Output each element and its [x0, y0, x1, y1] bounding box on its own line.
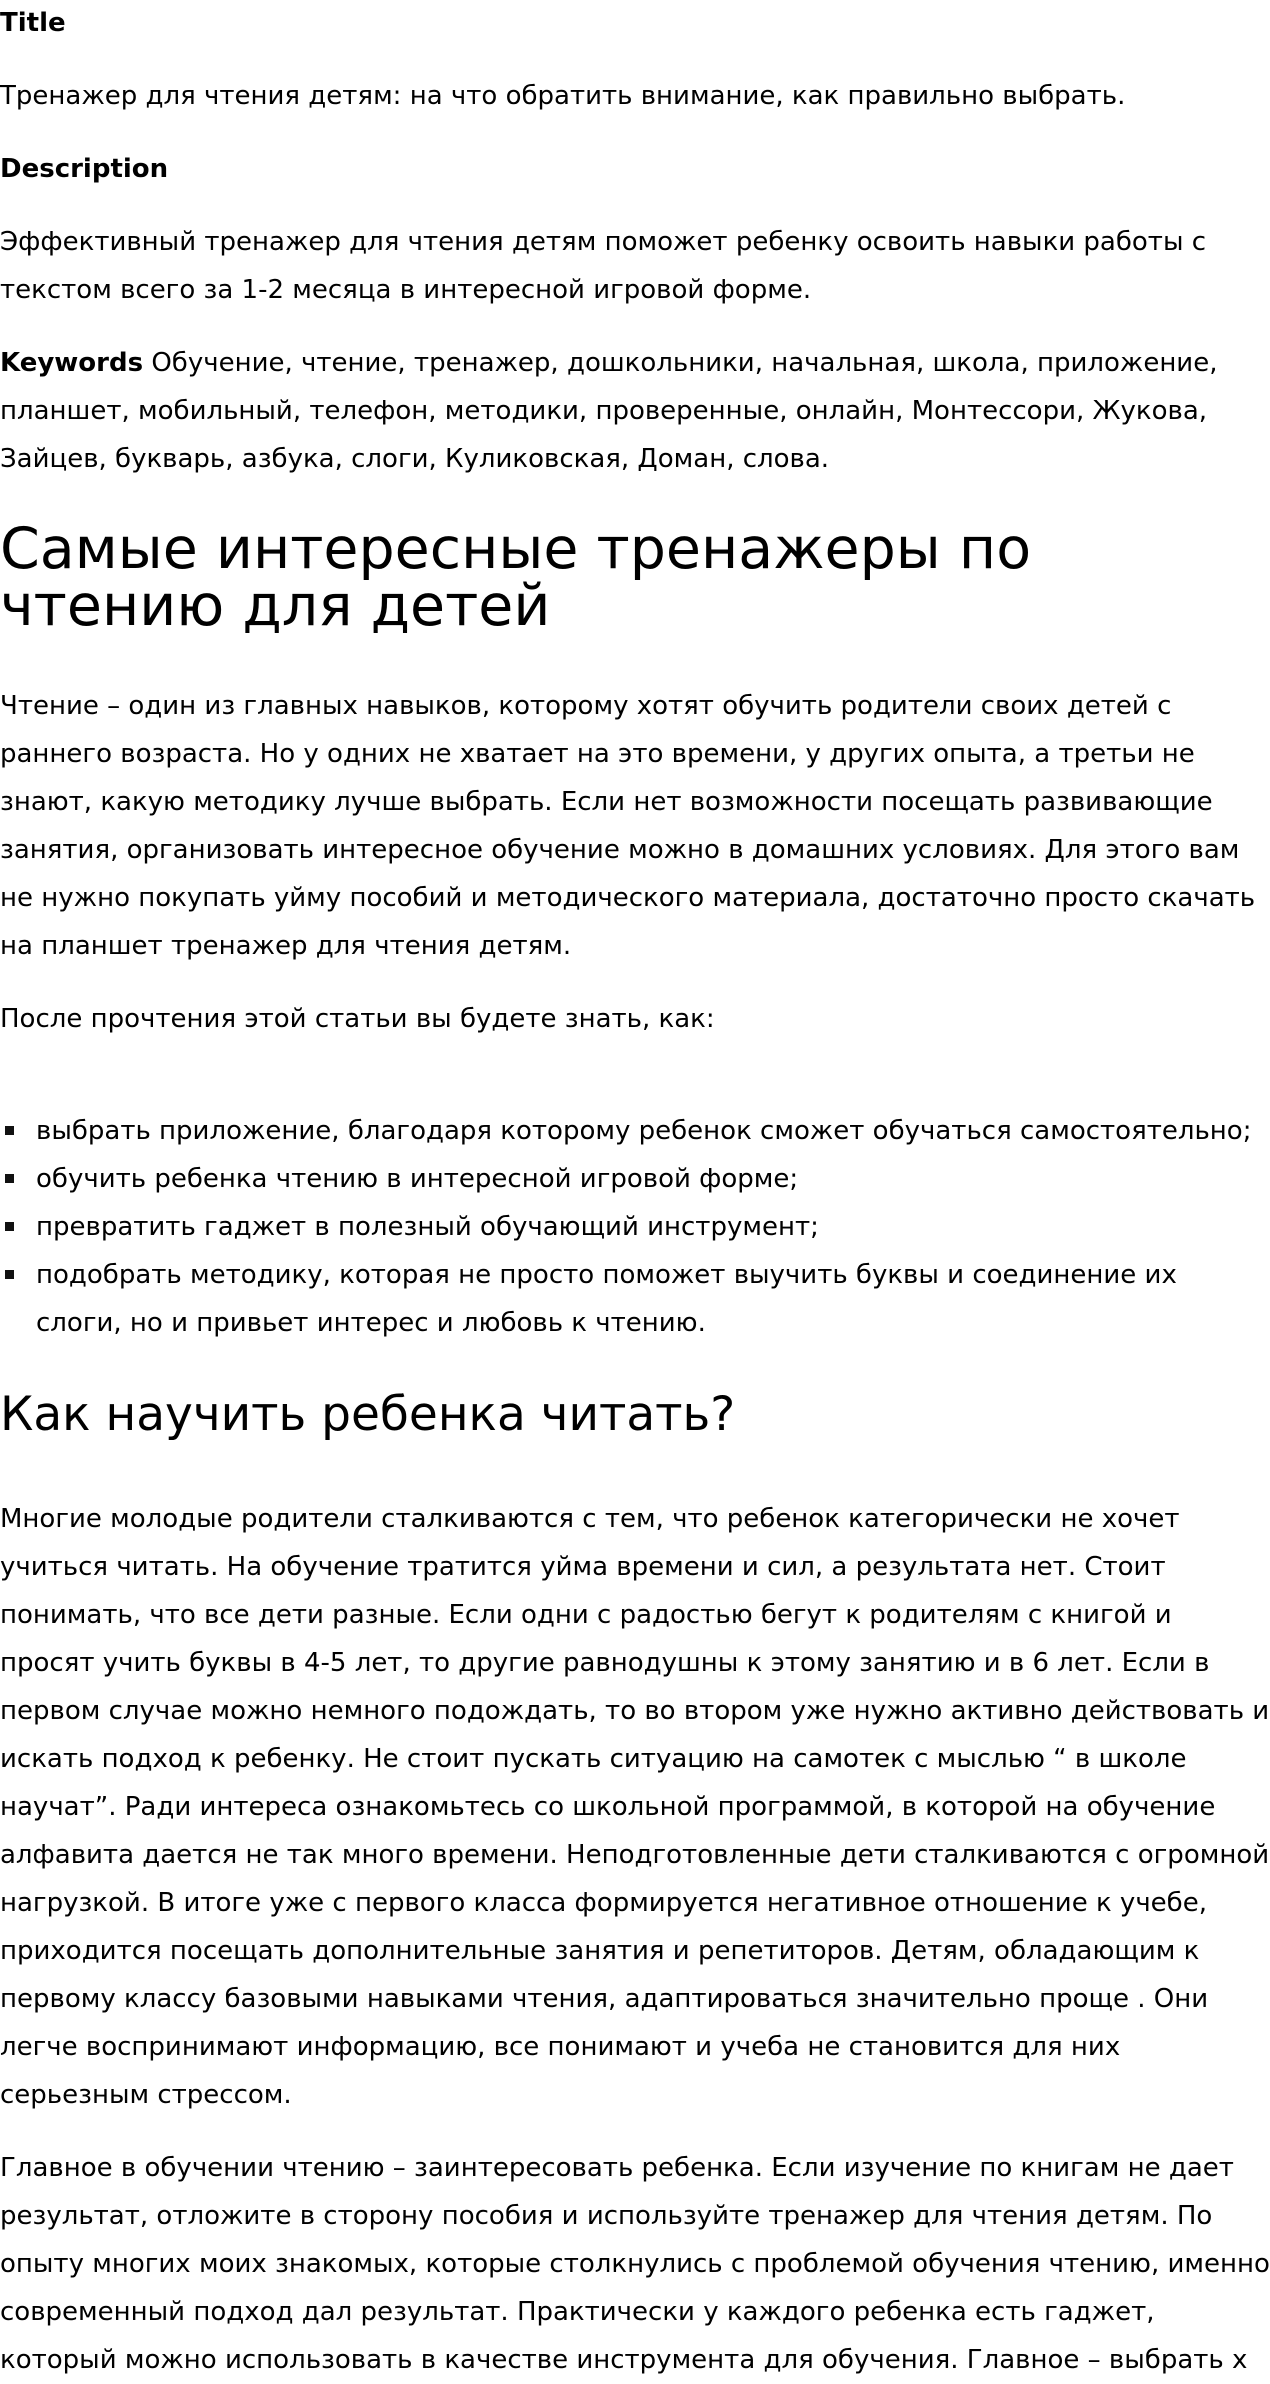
- list-item: [0, 1203, 1270, 1251]
- square-bullet-icon: [5, 1126, 14, 1135]
- title-text: Тренажер для чтения детям: на что обратить внимание, как правильно выбрать.: [0, 81, 1126, 111]
- square-bullet-icon: [5, 1222, 14, 1231]
- list-item-text: подобрать методику, которая не просто поможет выучить буквы и соединение их слоги, но и привьет интерес и любовь к чтению.: [36, 1260, 1177, 1338]
- description-text: Эффективный тренажер для чтения детям поможет ребенку освоить навыки работы с текстом всего за 1-2 месяца в интересной игровой форме.: [0, 227, 1207, 305]
- keywords-paragraph: [0, 339, 1270, 483]
- list-item-text: превратить гаджет в полезный обучающий инструмент;: [36, 1212, 819, 1242]
- description-label: Description: [0, 154, 169, 184]
- keywords-label: Keywords: [0, 348, 144, 378]
- intro-paragraph: Чтение – один из главных навыков, которому хотят обучить родители своих детей с раннего возраста. Но у одних не хватает на это времени, у других опыта, а третьи не знают, какую методику лучше выбрать. Если нет возможности посещать развивающие занятия, организовать интересное обучение можно в домашних условиях. Для этого вам не нужно покупать уйму пособий и методического материала, достаточно просто скачать на планшет тренажер для чтения детям.: [0, 691, 1256, 961]
- list-item-text: выбрать приложение, благодаря которому ребенок сможет обучаться самостоятельно;: [36, 1116, 1252, 1146]
- keywords-text: Обучение, чтение, тренажер, дошкольники, начальная, школа, приложение, планшет, мобильный, телефон, методики, проверенные, онлайн, Монтессори, Жукова, Зайцев, букварь, азбука, слоги, Куликовская, Доман, слова.: [0, 348, 1218, 474]
- section-paragraph-2: Главное в обучении чтению – заинтересовать ребенка. Если изучение по книгам не дает результат, отложите в сторону пособия и используйте тренажер для чтения детям. По опыту многих моих знакомых, которые столкнулись с проблемой обучения чтению, именно современный подход дал результат. Практически у каждого ребенка есть гаджет, который можно использовать в качестве инструмента для обучения. Главное – выбрать х: [0, 2153, 1270, 2375]
- list-item: [0, 1251, 1270, 1347]
- list-item-text: обучить ребенка чтению в интересной игровой форме;: [36, 1164, 799, 1194]
- main-heading: Самые интересные тренажеры по чтению для детей: [0, 516, 1032, 639]
- list-item: [0, 1107, 1270, 1155]
- title-label: Title: [0, 8, 66, 38]
- learning-points-list: [0, 1107, 1270, 1347]
- section-paragraph-1: Многие молодые родители сталкиваются с тем, что ребенок категорически не хочет учиться читать. На обучение тратится уйма времени и сил, а результата нет. Стоит понимать, что все дети разные. Если одни с радостью бегут к родителям с книгой и просят учить буквы в 4-5 лет, то другие равнодушны к этому занятию и в 6 лет. Если в первом случае можно немного подождать, то во втором уже нужно активно действовать и искать подход к ребенку. Не стоит пускать ситуацию на самотек с мыслью “ в школе научат”. Ради интереса ознакомьтесь со школьной программой, в которой на обучение алфавита дается не так много времени. Неподготовленные дети сталкиваются с огромной нагрузкой. В итоге уже с первого класса формируется негативное отношение к учебе, приходится посещать дополнительные занятия и репетиторов. Детям, обладающим к первому классу базовыми навыками чтения, адаптироваться значительно проще . Они легче воспринимают информацию, все понимают и учеба не становится для них серьезным стрессом.: [0, 1504, 1270, 2110]
- square-bullet-icon: [5, 1270, 14, 1279]
- section-heading: Как научить ребенка читать?: [0, 1387, 736, 1442]
- square-bullet-icon: [5, 1174, 14, 1183]
- list-item: [0, 1155, 1270, 1203]
- after-reading-intro: После прочтения этой статьи вы будете знать, как:: [0, 1004, 715, 1034]
